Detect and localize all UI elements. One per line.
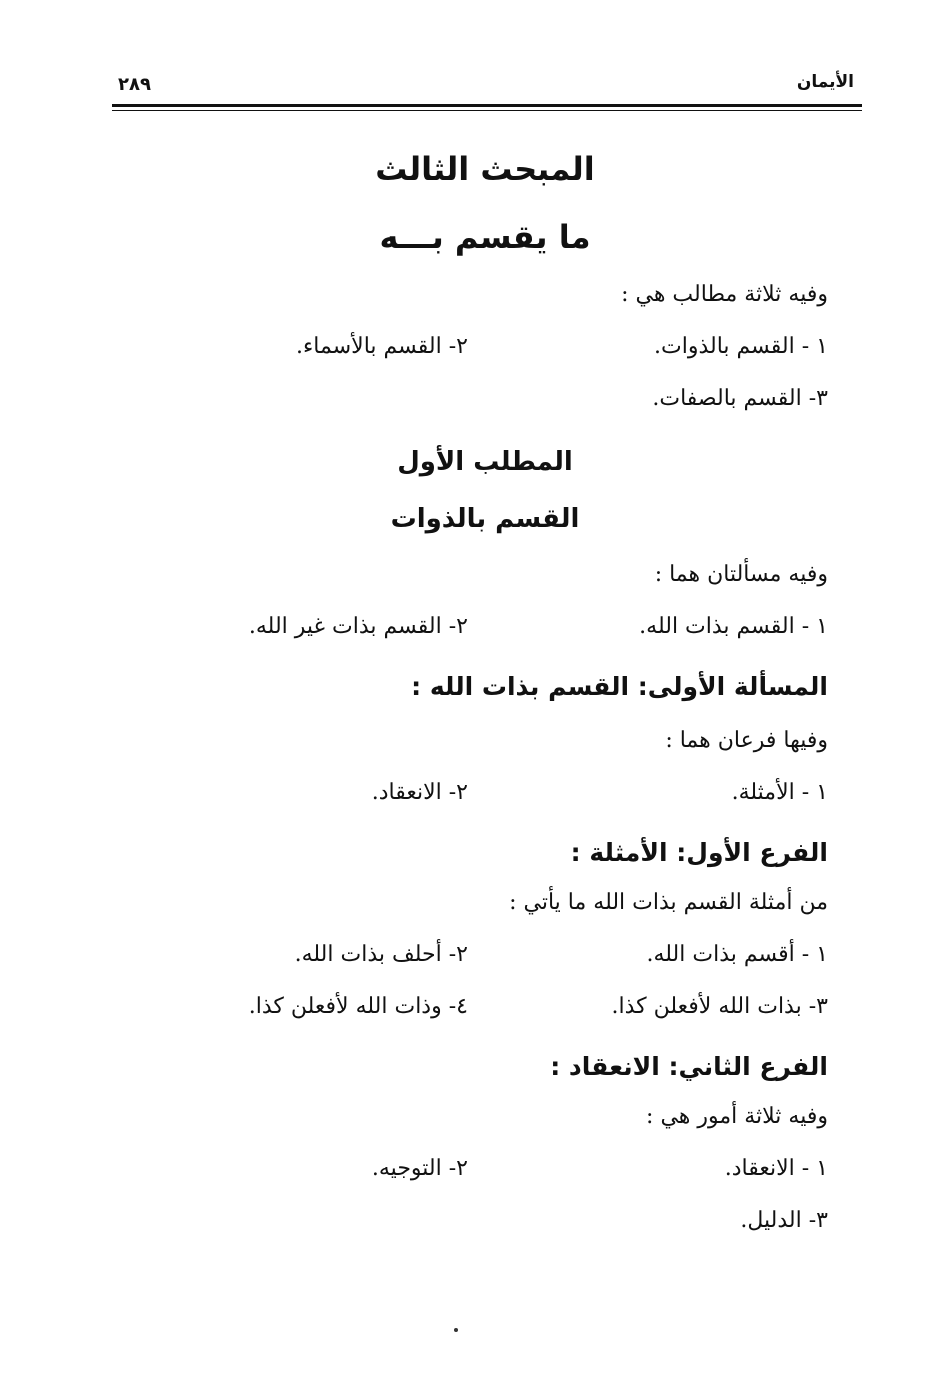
matlab-item-2: ٢- القسم بذات غير الله. xyxy=(248,614,468,639)
masala-item-2: ٢- الانعقاد. xyxy=(371,780,468,805)
matlab-title: المطلب الأول xyxy=(397,447,573,477)
far2-item-1: ١ - الانعقاد. xyxy=(724,1156,828,1181)
header-rule-thick xyxy=(112,104,862,107)
far2-heading: الفرع الثاني: الانعقاد : xyxy=(550,1052,828,1081)
masala-item-1: ١ - الأمثلة. xyxy=(731,780,828,805)
header-rule-thin xyxy=(112,110,862,111)
far2-item-2: ٢- التوجيه. xyxy=(371,1156,468,1181)
section-item-3: ٣- القسم بالصفات. xyxy=(652,386,828,411)
matlab-item-1: ١ - القسم بذات الله. xyxy=(639,614,828,639)
section-subtitle: ما يقسم بـــه xyxy=(379,218,591,256)
page-number: ٢٨٩ xyxy=(118,74,151,95)
far1-heading: الفرع الأول: الأمثلة : xyxy=(570,838,828,867)
far1-intro: من أمثلة القسم بذات الله ما يأتي : xyxy=(509,890,828,915)
section-title: المبحث الثالث xyxy=(375,150,595,188)
far1-item-1: ١ - أقسم بذات الله. xyxy=(646,942,828,967)
section-item-1: ١ - القسم بالذوات. xyxy=(654,334,828,359)
far1-item-2: ٢- أحلف بذات الله. xyxy=(294,942,468,967)
matlab-intro: وفيه مسألتان هما : xyxy=(654,562,828,587)
running-header-chapter: الأيمان xyxy=(796,72,854,92)
section-item-2: ٢- القسم بالأسماء. xyxy=(295,334,468,359)
masala-heading: المسألة الأولى: القسم بذات الله : xyxy=(411,672,828,701)
matlab-subtitle: القسم بالذوات xyxy=(390,504,580,534)
far1-item-3: ٣- بذات الله لأفعلن كذا. xyxy=(611,994,828,1019)
section-intro: وفيه ثلاثة مطالب هي : xyxy=(621,282,828,307)
far2-intro: وفيه ثلاثة أمور هي : xyxy=(646,1104,828,1129)
far1-item-4: ٤- وذات الله لأفعلن كذا. xyxy=(248,994,468,1019)
masala-intro: وفيها فرعان هما : xyxy=(665,728,828,753)
stray-dot xyxy=(454,1328,458,1332)
far2-item-3: ٣- الدليل. xyxy=(740,1208,828,1233)
